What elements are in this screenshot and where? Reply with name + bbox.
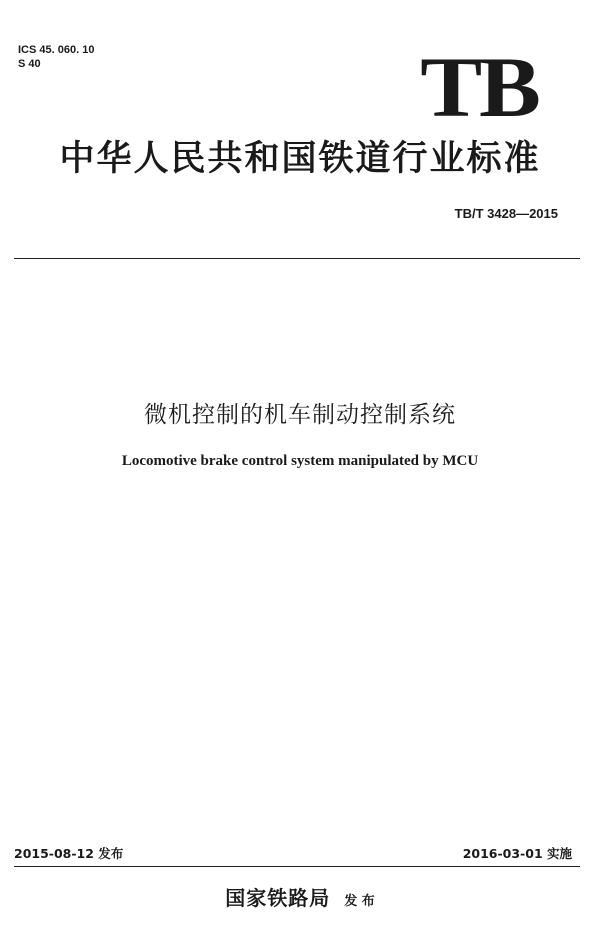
document-title-chinese: 微机控制的机车制动控制系统 [144,402,456,428]
standard-number: TB/T 3428—2015 [454,206,558,221]
industry-title: 中华人民共和国铁道行业标准 [59,139,541,179]
issuer-suffix: 发 布 [344,894,375,909]
issuer-line [0,882,600,911]
top-divider [14,258,580,259]
issuer-name: 国家铁路局 [225,886,331,910]
document-title-english: Locomotive brake control system manipulated by MCU [121,453,479,469]
issue-date: 2015-08-12 发布 [14,846,124,861]
ics-code: ICS 45. 060. 10 [18,44,95,56]
tb-logo: TB [420,39,538,135]
implementation-date: 2016-03-01 实施 [462,846,572,861]
ccs-code: S 40 [18,58,41,70]
bottom-divider [14,866,580,867]
